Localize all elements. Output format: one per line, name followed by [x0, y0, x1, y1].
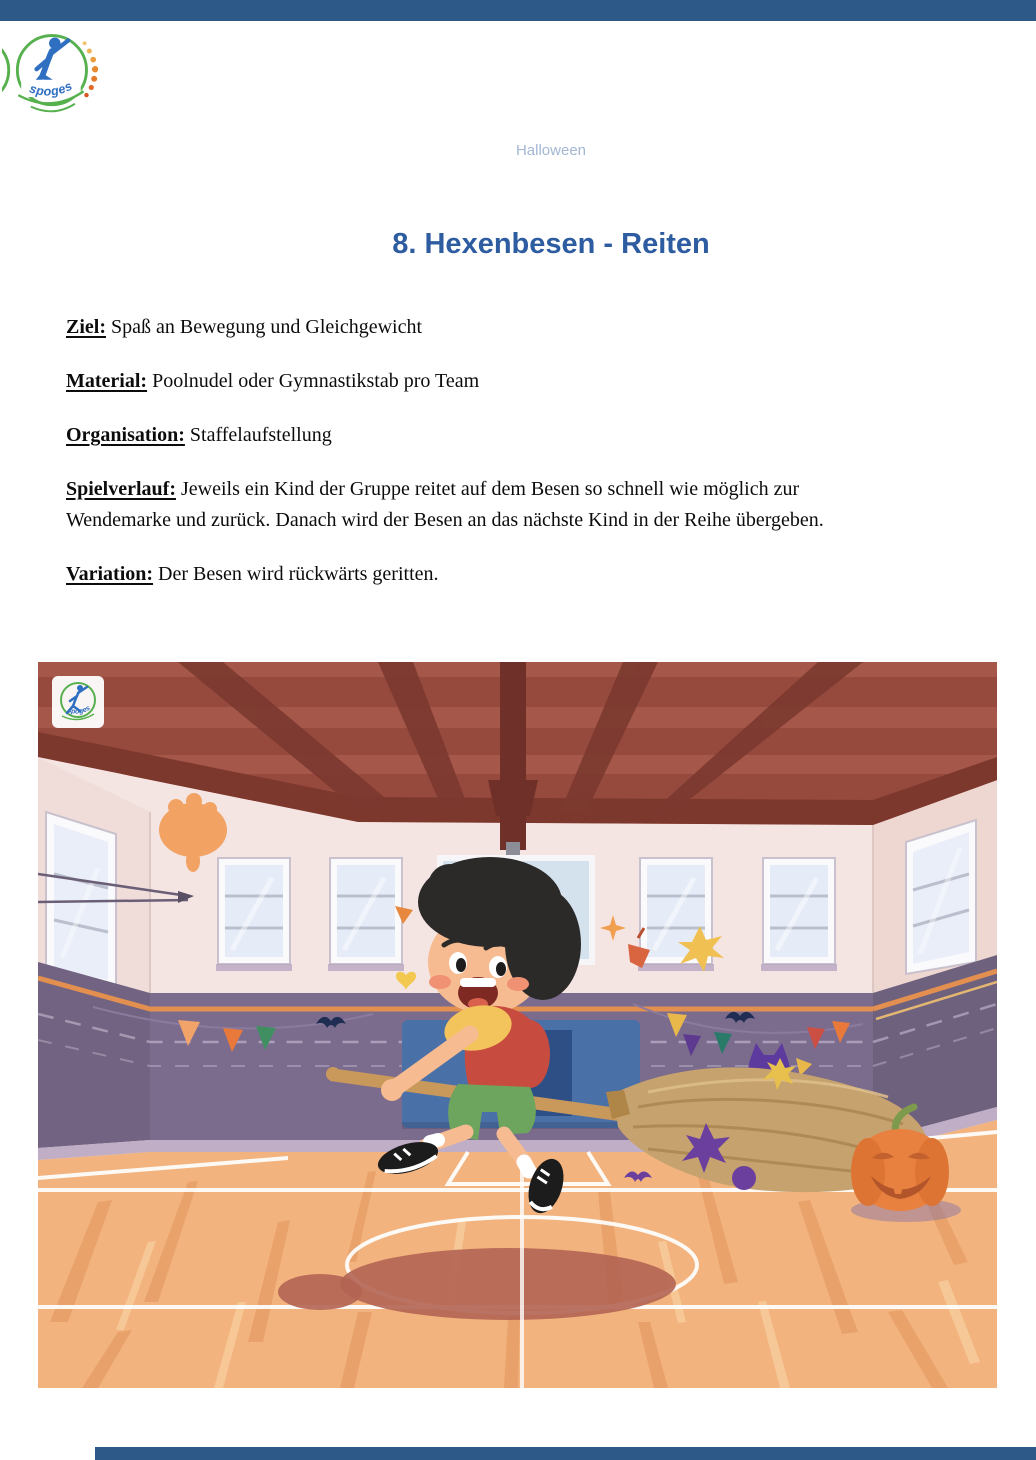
logo-text: spoges	[27, 78, 75, 99]
page-title: 8. Hexenbesen - Reiten	[392, 228, 710, 260]
section-spielverlauf	[66, 474, 874, 536]
section-variation	[66, 559, 874, 590]
spoges-logo-graphic	[2, 26, 98, 122]
section-label: Spielverlauf:	[66, 478, 176, 500]
section-ziel	[66, 312, 874, 343]
section-text: Jeweils ein Kind der Gruppe reitet auf dem Besen so schnell wie möglich zur Wendemarke und zurück. Danach wird der Besen an das nächste Kind in der Reihe übergeben.	[66, 478, 824, 531]
illustration-watermark-logo	[52, 676, 104, 728]
section-text: Spaß an Bewegung und Gleichgewicht	[111, 316, 423, 338]
top-bar	[0, 0, 1036, 21]
boy-hand	[381, 1079, 403, 1101]
section-text: Staffelaufstellung	[189, 424, 332, 446]
section-label: Variation:	[66, 563, 154, 585]
section-text: Poolnudel oder Gymnastikstab pro Team	[152, 370, 480, 392]
section-label: Ziel:	[66, 316, 106, 338]
section-label: Material:	[66, 370, 148, 392]
category-label: Halloween	[515, 142, 587, 159]
bottom-bar	[95, 1447, 1036, 1460]
section-text: Der Besen wird rückwärts geritten.	[158, 563, 439, 585]
section-material	[66, 366, 874, 397]
spoges-logo	[2, 26, 98, 122]
body-text	[66, 312, 1036, 613]
section-label: Organisation:	[66, 424, 185, 446]
watermark-text: spoges	[66, 704, 92, 716]
section-organisation	[66, 420, 874, 451]
broom-shadow	[340, 1248, 676, 1320]
illustration	[38, 662, 997, 1388]
